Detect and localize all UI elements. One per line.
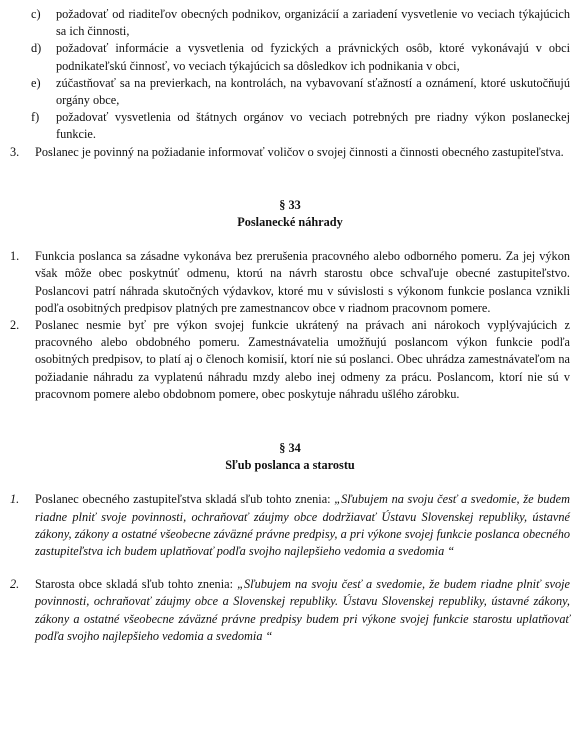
paragraph-text: Poslanec nesmie byť pre výkon svojej funkcie ukrátený na právach ani nárokoch vyplývajúcich z pracovného alebo obdobného pomeru. Zamestnávatelia umožňujú poslancom výkon funkcie podľa osobitných predpisov, to platí aj o členoch komisií, ktorí nie sú poslanci. Obec uhrádza zamestnávateľom na požiadanie náhradu za vyplatenú náhradu mzdy alebo inej odmeny za prácu. Poslancom, ktorí nie sú v pracovnom pomere alebo obdobnom pomere, obec poskytuje náhradu ušlého zárobku. (35, 318, 570, 401)
paragraph-number: 2. (10, 318, 20, 333)
oath-quote: „Sľubujem na svoju česť a svedomie, že budem riadne plniť svoje povinnosti, ochraňovať záujmy obce a Slovenskej republiky. Ústavu Slovenskej republiky, ústavné zákony, zákony a ostatné všeobecne záväzné právne predpisy budem pri výkone svojej funkcie starostu uplatňovať podľa svojho najlepšieho vedomia a svedomia “ (35, 577, 570, 643)
oath-intro: Starosta obce skladá sľub tohto znenia: (35, 577, 238, 592)
paragraph-text: Funkcia poslanca sa zásadne vykonáva bez prerušenia pracovného alebo odborného pomeru. Za jej výkon však môže obec poskytnúť odmenu, ktorú na návrh starostu obce schvaľuje obecné zastupiteľstvo. Poslancovi patrí náhrada skutočných výdavkov, ktoré mu v súvislosti s výkonom funkcie poslanca vznikli podľa osobitných predpisov platných pre zamestnancov obce v riadnom pracovnom pomere. (35, 249, 570, 315)
section-33-number: § 33 (279, 197, 301, 212)
list-text: požadovať vysvetlenia od štátnych orgánov vo veciach potrebných pre riadny výkon poslaneckej funkcie. (56, 110, 570, 142)
paragraph-text (35, 491, 570, 560)
list-item-c (31, 6, 570, 40)
paragraph-3 (10, 144, 570, 161)
list-text: požadovať informácie a vysvetlenia od fyzických a právnických osôb, ktoré vykonávajú v obci podnikateľskú činnosť, vo veciach týkajúcich sa dôsledkov ich podnikania v obci, (56, 41, 570, 73)
section-33-title: Poslanecké náhrady (237, 215, 343, 230)
list-item-e (31, 75, 570, 109)
list-item-f (31, 109, 570, 143)
list-label: d) (31, 41, 42, 56)
s34-paragraph-1 (10, 491, 570, 560)
oath-quote: „Sľubujem na svoju česť a svedomie, že budem riadne plniť svoje povinnosti, ochraňovať záujmy obce dodržiavať Ústavu Slovenskej republiky, ústavné zákony, zákony a ostatné všeobecne záväzné právne predpisy, a pri výkone svojej funkcie poslanca obecného zastupiteľstva ich budem uplatňovať podľa svojho najlepšieho vedomia a svedomia “ (35, 492, 570, 559)
list-label: c) (31, 7, 41, 21)
list-text: požadovať od riaditeľov obecných podnikov, organizácií a zariadení vysvetlenie vo veciach týkajúcich sa ich činnosti, (56, 7, 570, 39)
s34-paragraph-2 (10, 576, 570, 645)
paragraph-number: 3. (10, 144, 20, 159)
paragraph-text: Poslanec je povinný na požiadanie informovať voličov o svojej činnosti a činnosti obecného zastupiteľstva. (35, 144, 564, 159)
list-text: zúčastňovať sa na previerkach, na kontrolách, na vybavovaní sťažností a oznámení, ktoré uskutočňujú orgány obce, (56, 75, 570, 108)
section-34-number: § 34 (279, 441, 301, 456)
list-label: f) (31, 110, 40, 125)
s33-paragraph-1 (10, 248, 570, 317)
s33-paragraph-2 (10, 317, 570, 403)
paragraph-number: 1. (10, 249, 20, 264)
paragraph-number: 1. (10, 492, 20, 507)
list-label: e) (31, 75, 41, 90)
oath-intro: Poslanec obecného zastupiteľstva skladá sľub tohto znenia: (35, 492, 335, 507)
paragraph-number: 2. (10, 577, 20, 592)
section-34-title: Sľub poslanca a starostu (225, 458, 355, 473)
paragraph-text (35, 576, 570, 645)
list-item-d (31, 40, 570, 74)
